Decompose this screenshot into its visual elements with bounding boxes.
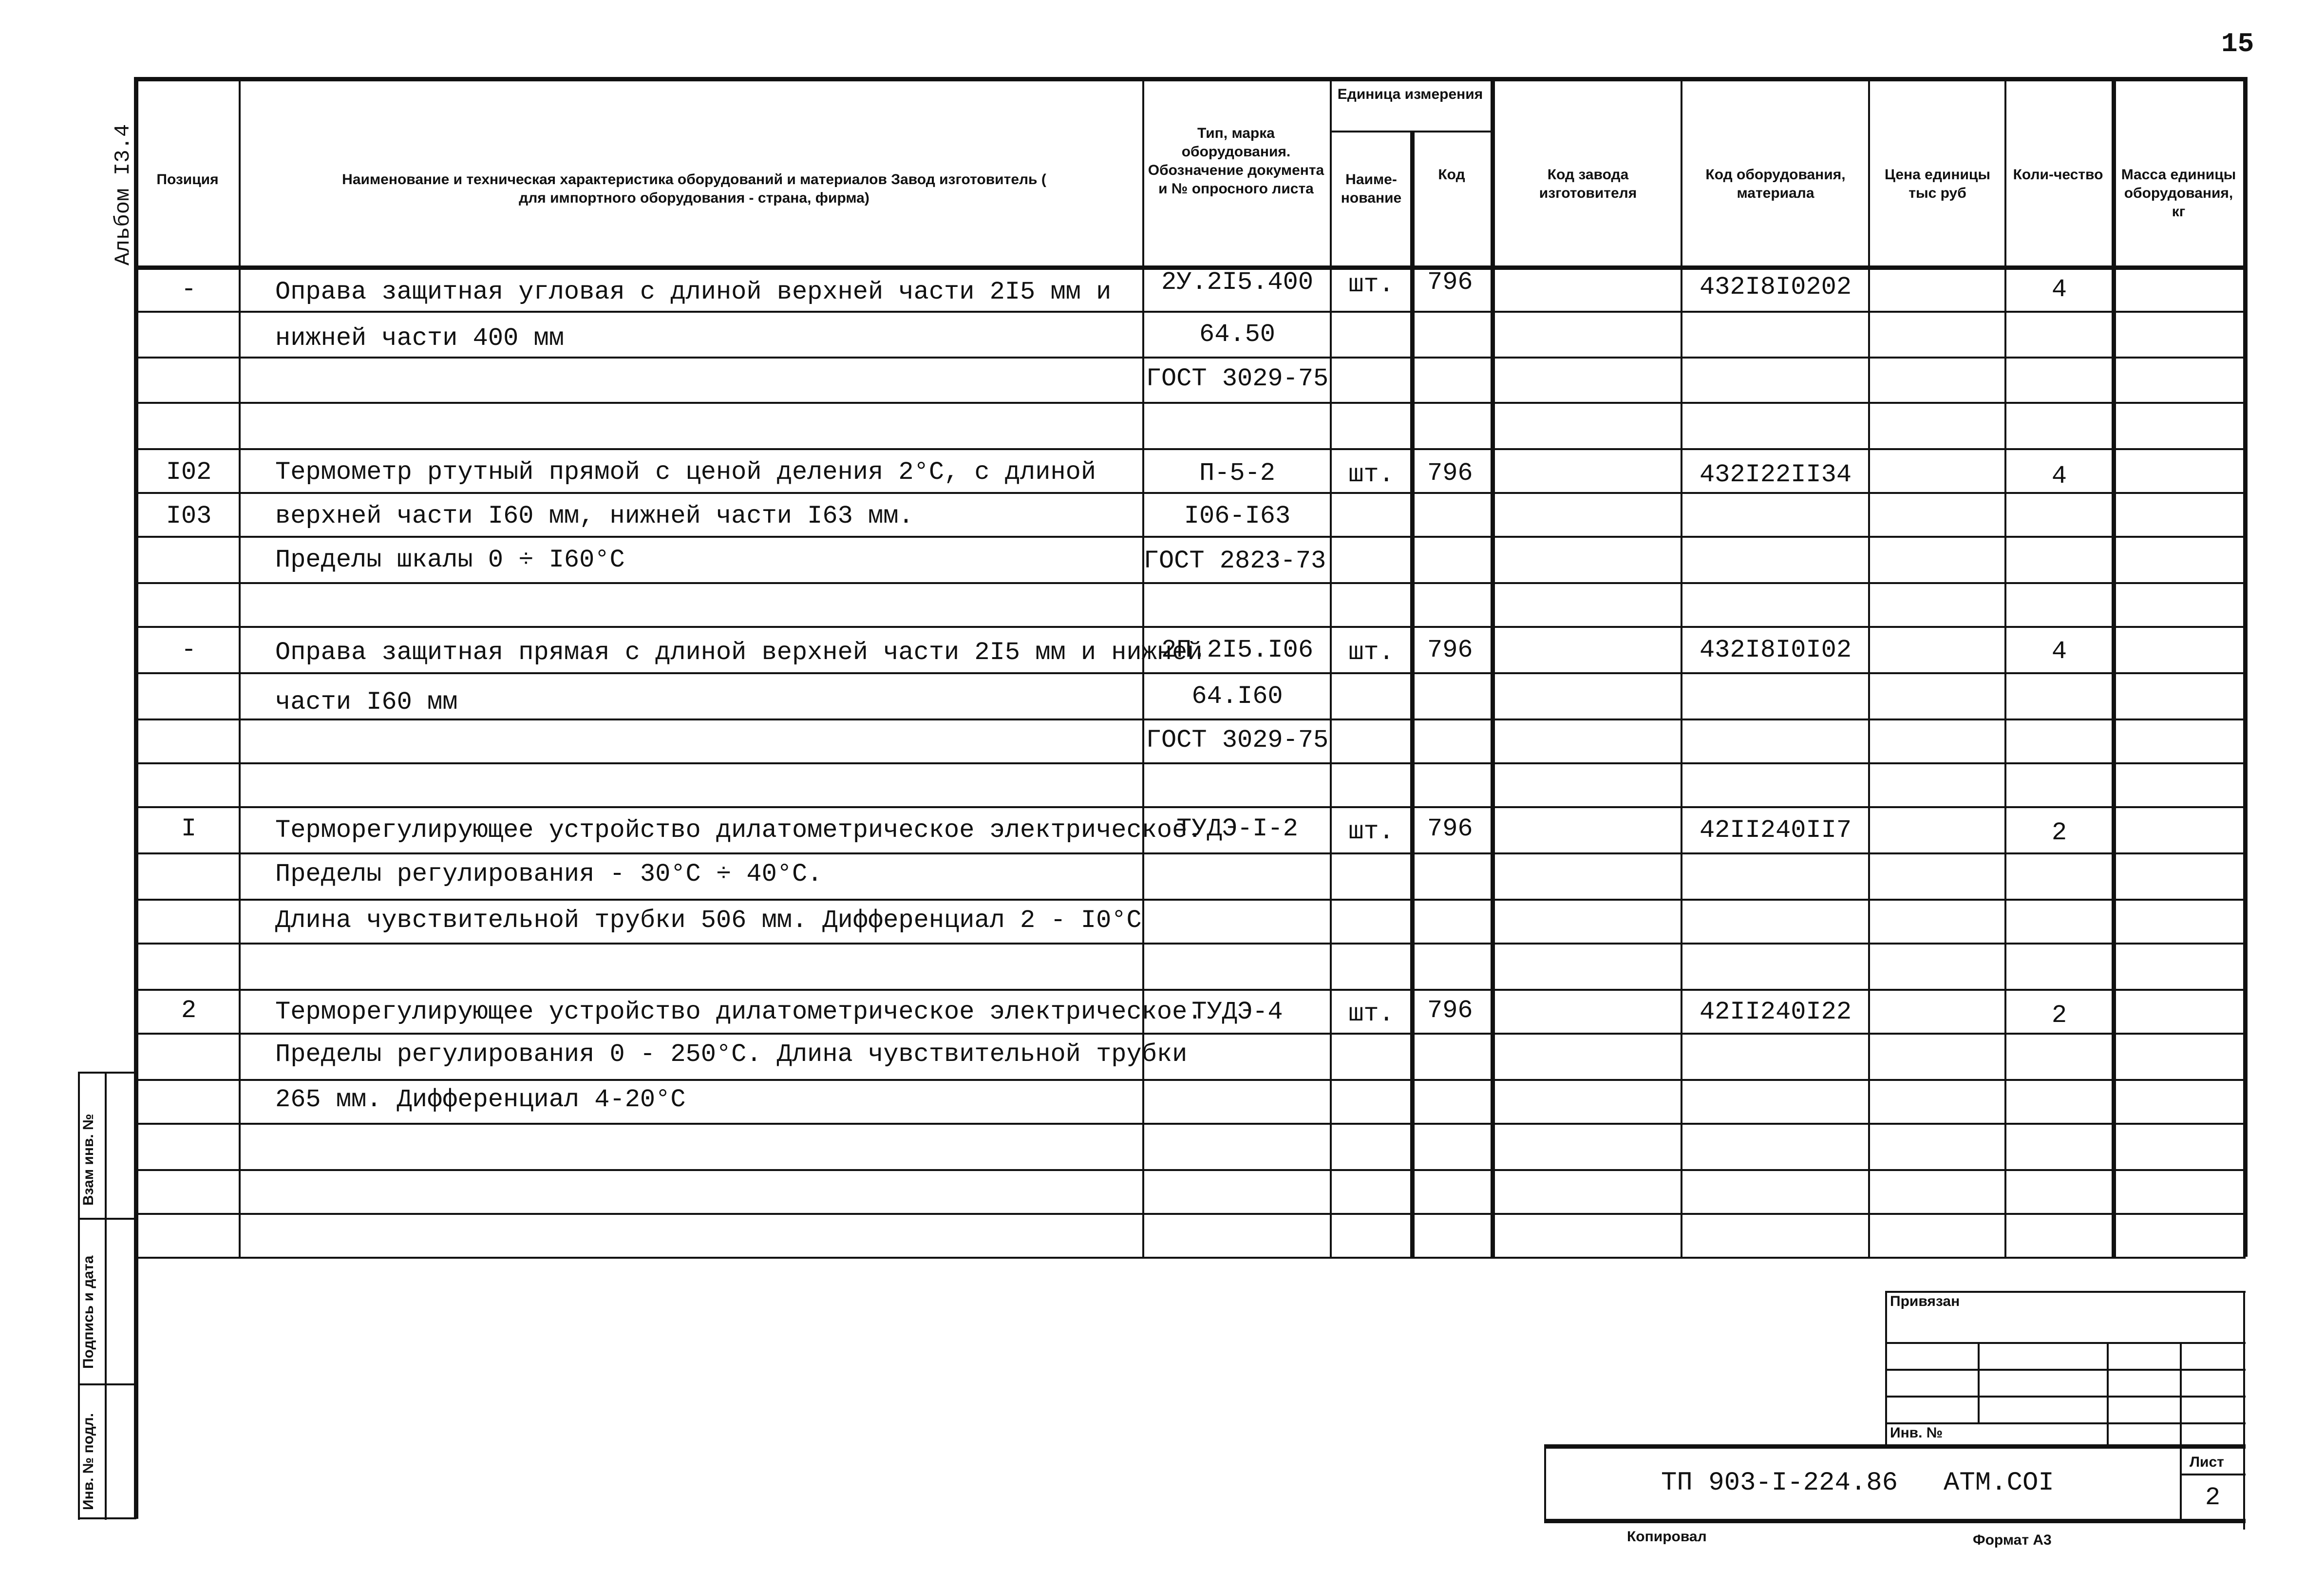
cell-quantity: 4 <box>2051 275 2067 304</box>
title-line <box>1978 1342 1980 1422</box>
cell-unit: шт. <box>1348 460 1394 489</box>
cell-equipment-code: 432I22II34 <box>1699 460 1852 489</box>
row-line <box>134 943 2246 945</box>
row-line <box>134 1213 2246 1215</box>
cell-type: 2У.2I5.400 <box>1161 268 1314 297</box>
cell-name: Пределы регулирования - 30°С ÷ 40°С. <box>275 860 823 889</box>
cell-type: ТУДЭ-4 <box>1191 998 1283 1026</box>
cell-type: 64.50 <box>1199 320 1276 349</box>
header-price: Цена единицы тыс руб <box>1885 167 1990 201</box>
cell-type: ТУДЭ-I-2 <box>1176 814 1298 843</box>
side-stamp-line <box>78 1072 136 1074</box>
header-unit-code: Код <box>1438 167 1465 183</box>
header-quantity: Коли-чество <box>2013 167 2103 183</box>
side-label-vzam: Взам инв. № <box>80 1114 96 1206</box>
row-line <box>134 402 2246 404</box>
side-stamp-line <box>78 1383 136 1385</box>
cell-quantity: 4 <box>2051 637 2067 666</box>
row-line <box>134 1033 2246 1035</box>
row-line <box>134 357 2246 359</box>
cell-name: Терморегулирующее устройство дилатометрическое электрическое. <box>275 998 1203 1026</box>
cell-equipment-code: 432I8I0I02 <box>1699 636 1852 664</box>
header-unit-group: Единица измерения <box>1337 86 1483 102</box>
header-name: Наименование и техническая характеристика оборудований и материалов Завод изготовитель ( для импортного оборудования - страна, фирма) <box>342 171 1046 206</box>
row-line <box>134 311 2246 313</box>
title-line <box>1544 1519 2246 1523</box>
header-unit-name: Наиме-нование <box>1341 171 1402 206</box>
cell-type: ГОСТ 3029-75 <box>1146 726 1329 755</box>
row-line <box>134 672 2246 674</box>
cell-type: ГОСТ 3029-75 <box>1146 364 1329 393</box>
title-line <box>1544 1444 1546 1520</box>
title-line <box>1885 1291 2246 1293</box>
format-label: Формат А3 <box>1973 1532 2052 1548</box>
row-line <box>134 989 2246 991</box>
header-mass: Масса единицы оборудования, кг <box>2121 167 2236 220</box>
cell-position: 2 <box>181 996 197 1025</box>
side-label-inv-podl: Инв. № подл. <box>80 1413 96 1510</box>
row-line <box>134 536 2246 538</box>
kopiroval-label: Копировал <box>1627 1529 1707 1545</box>
title-line <box>2243 1291 2245 1530</box>
side-label-podpis: Подпись и дата <box>80 1255 96 1369</box>
header-factory-code: Код завода изготовителя <box>1539 167 1637 201</box>
table-top-border <box>134 77 2246 81</box>
title-line <box>1885 1369 2246 1371</box>
album-label: Альбом I3.4 <box>111 124 135 265</box>
cell-name: части I60 мм <box>275 688 458 717</box>
cell-unit-code: 796 <box>1427 996 1473 1025</box>
cell-position: I <box>181 814 197 843</box>
inv-no-label: Инв. № <box>1890 1425 1943 1441</box>
cell-unit-code: 796 <box>1427 459 1473 488</box>
cell-unit: шт. <box>1348 817 1394 846</box>
row-line <box>134 762 2246 764</box>
side-stamp-line <box>105 1072 107 1520</box>
title-line <box>1885 1342 2246 1344</box>
cell-position: I03 <box>166 502 212 530</box>
cell-name: Термометр ртутный прямой с ценой деления 2°С, с длиной <box>275 458 1096 487</box>
title-line <box>1544 1444 2246 1449</box>
cell-unit: шт. <box>1348 1000 1394 1028</box>
privyazan-label: Привязан <box>1890 1293 1960 1309</box>
row-line <box>134 852 2246 854</box>
title-line <box>2180 1444 2182 1520</box>
title-line <box>2107 1342 2109 1447</box>
page-number: 15 <box>2221 28 2254 59</box>
cell-position: I02 <box>166 458 212 487</box>
cell-position: - <box>181 636 197 664</box>
side-stamp-line <box>78 1517 136 1519</box>
cell-name: Пределы регулирования 0 - 250°С. Длина чувствительной трубки <box>275 1040 1188 1069</box>
header-type: Тип, марка оборудования. Обозначение документа и № опросного листа <box>1148 125 1324 197</box>
cell-name: 265 мм. Дифференциал 4-20°С <box>275 1085 686 1114</box>
cell-type: I06-I63 <box>1184 502 1291 530</box>
cell-quantity: 4 <box>2051 462 2067 491</box>
cell-name: нижней части 400 мм <box>275 324 564 353</box>
title-line <box>1885 1396 2246 1398</box>
doc-code: АТМ.СОI <box>1944 1468 2054 1498</box>
cell-name: верхней части I60 мм, нижней части I63 мм. <box>275 502 914 530</box>
cell-type: 64.I60 <box>1191 682 1283 711</box>
side-stamp-line <box>78 1218 136 1220</box>
cell-quantity: 2 <box>2051 818 2067 847</box>
row-line <box>134 1079 2246 1081</box>
cell-type: П-5-2 <box>1199 459 1276 488</box>
row-line <box>134 1123 2246 1125</box>
cell-unit-code: 796 <box>1427 814 1473 843</box>
row-line <box>134 492 2246 494</box>
table-bottom-border <box>134 1257 2246 1259</box>
cell-equipment-code: 432I8I0202 <box>1699 273 1852 302</box>
row-line <box>134 448 2246 450</box>
cell-equipment-code: 42II240II7 <box>1699 816 1852 845</box>
cell-name: Пределы шкалы 0 ÷ I60°С <box>275 546 625 574</box>
row-line <box>134 582 2246 584</box>
cell-unit: шт. <box>1348 270 1394 299</box>
sheet-value: 2 <box>2205 1483 2221 1512</box>
unit-subheader-line <box>1330 131 1491 132</box>
cell-unit-code: 796 <box>1427 268 1473 297</box>
title-line <box>2180 1474 2246 1475</box>
row-line <box>134 899 2246 901</box>
row-line <box>134 718 2246 720</box>
table-left-border <box>134 77 138 1519</box>
row-line <box>134 626 2246 628</box>
cell-quantity: 2 <box>2051 1001 2067 1030</box>
doc-number: ТП 903-I-224.86 <box>1661 1468 1898 1498</box>
cell-name: Терморегулирующее устройство дилатометрическое электрическое. <box>275 816 1203 845</box>
header-equipment-code: Код оборудования, материала <box>1705 167 1846 201</box>
cell-unit-code: 796 <box>1427 636 1473 664</box>
side-stamp-line <box>78 1072 80 1520</box>
cell-name: Оправа защитная прямая с длиной верхней части 2I5 мм и нижней <box>275 638 1203 667</box>
cell-name: Оправа защитная угловая с длиной верхней части 2I5 мм и <box>275 278 1112 306</box>
sheet-label: Лист <box>2190 1454 2224 1470</box>
title-line <box>1885 1422 2246 1424</box>
cell-unit: шт. <box>1348 638 1394 667</box>
cell-equipment-code: 42II240I22 <box>1699 998 1852 1026</box>
cell-name: Длина чувствительной трубки 506 мм. Дифференциал 2 - I0°С <box>275 906 1142 935</box>
cell-position: - <box>181 275 197 304</box>
row-line <box>134 806 2246 808</box>
title-line <box>2180 1342 2182 1447</box>
row-line <box>134 1169 2246 1171</box>
col-divider <box>1410 131 1415 1257</box>
cell-type: 2П.2I5.I06 <box>1161 636 1314 664</box>
cell-type: ГОСТ 2823-73 <box>1143 547 1326 575</box>
header-position: Позиция <box>156 171 219 188</box>
